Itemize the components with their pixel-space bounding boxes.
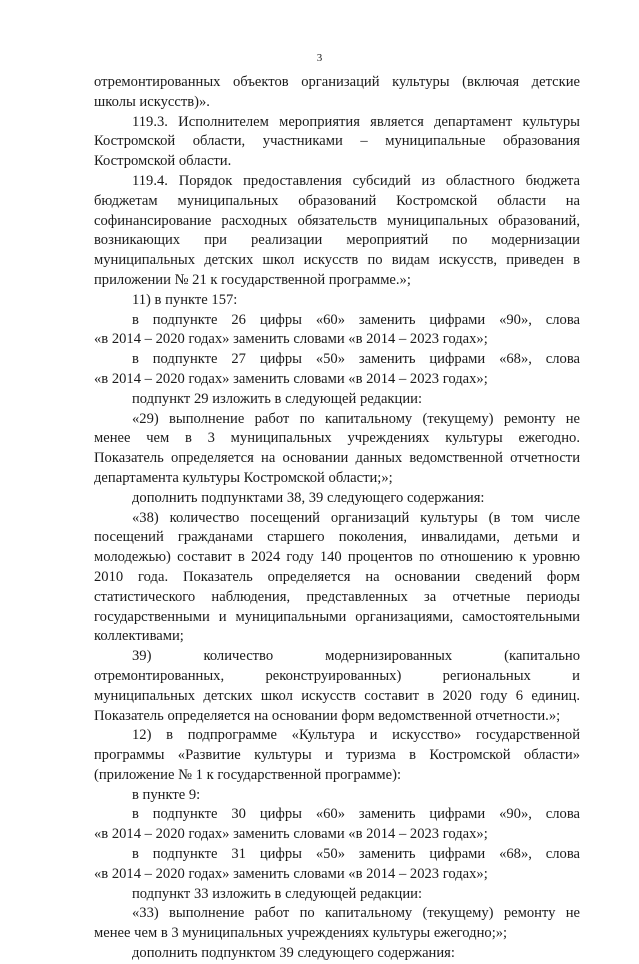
text-line: в подпункте 30 цифры «60» заменить цифрами «90», слова bbox=[132, 806, 580, 823]
text-line: статистического наблюдения, представленных за отчетные периоды bbox=[94, 588, 580, 605]
text-line: муниципальных детских школ искусств по видам искусств, приведен в bbox=[94, 252, 580, 269]
text-line: молодежью) составит в 2024 году 140 процентов по отношению к уровню bbox=[94, 549, 580, 566]
text-line: менее чем в 3 муниципальных учреждениях культуры ежегодно;»; bbox=[94, 925, 508, 942]
text-line: дополнить подпунктом 39 следующего содержания: bbox=[132, 945, 455, 962]
text-line: отремонтированных, реконструированных) региональных и bbox=[94, 667, 580, 684]
text-line: коллективами; bbox=[94, 628, 184, 645]
text-line: приложении № 21 к государственной программе.»; bbox=[94, 271, 411, 288]
text-line: школы искусств)». bbox=[94, 93, 210, 110]
text-line: «38) количество посещений организаций культуры (в том числе bbox=[132, 509, 580, 526]
text-line: «в 2014 – 2020 годах» заменить словами «в 2014 – 2023 годах»; bbox=[94, 370, 488, 387]
text-line: Показатель определяется на основании данных ведомственной отчетности bbox=[94, 450, 580, 467]
text-line: бюджетам муниципальных образований Костромской области на bbox=[94, 192, 580, 209]
text-line: (приложение № 1 к государственной программе): bbox=[94, 766, 402, 783]
text-line: «29) выполнение работ по капитальному (текущему) ремонту не bbox=[132, 410, 580, 427]
text-line: 119.3. Исполнителем мероприятия является департамент культуры bbox=[132, 113, 580, 130]
text-line: в пункте 9: bbox=[132, 786, 201, 803]
text-line: софинансирование расходных обязательств муниципальных образований, bbox=[94, 212, 580, 229]
text-line: 12) в подпрограмме «Культура и искусство» государственной bbox=[132, 727, 580, 744]
text-line: 119.4. Порядок предоставления субсидий из областного бюджета bbox=[132, 172, 580, 189]
text-line: «в 2014 – 2020 годах» заменить словами «в 2014 – 2023 годах»; bbox=[94, 826, 488, 843]
text-line: «в 2014 – 2020 годах» заменить словами «в 2014 – 2023 годах»; bbox=[94, 331, 488, 348]
text-line: возникающих при реализации мероприятий по модернизации bbox=[94, 232, 580, 249]
text-line: 2010 года. Показатель определяется на основании сведений форм bbox=[94, 568, 580, 585]
text-line: в подпункте 26 цифры «60» заменить цифрами «90», слова bbox=[132, 311, 580, 328]
document-body bbox=[94, 73, 580, 964]
text-line: «33) выполнение работ по капитальному (текущему) ремонту не bbox=[132, 905, 580, 922]
text-line: 39) количество модернизированных (капитально bbox=[132, 648, 580, 665]
text-line: «в 2014 – 2020 годах» заменить словами «в 2014 – 2023 годах»; bbox=[94, 865, 488, 882]
page-number: 3 bbox=[316, 52, 323, 64]
text-line: менее чем в 3 муниципальных учреждениях культуры ежегодно. bbox=[94, 430, 580, 447]
text-line: посещений гражданами старшего поколения, инвалидами, детьми и bbox=[94, 529, 580, 546]
text-line: в подпункте 31 цифры «50» заменить цифрами «68», слова bbox=[132, 846, 580, 863]
text-line: Показатель определяется на основании форм ведомственной отчетности.»; bbox=[94, 707, 561, 724]
text-line: отремонтированных объектов организаций культуры (включая детские bbox=[94, 74, 580, 90]
text-line: департамента культуры Костромской области;»; bbox=[94, 469, 393, 486]
text-line: 11) в пункте 157: bbox=[132, 291, 238, 308]
text-line: Костромской области, участниками – муниципальные образования bbox=[94, 133, 580, 150]
text-line: муниципальных детских школ искусств составит в 2020 году 6 единиц. bbox=[94, 687, 580, 704]
text-line: государственными и муниципальными организациями, самостоятельными bbox=[94, 608, 580, 625]
text-line: подпункт 33 изложить в следующей редакции: bbox=[132, 885, 423, 902]
text-line: в подпункте 27 цифры «50» заменить цифрами «68», слова bbox=[132, 351, 580, 368]
text-line: подпункт 29 изложить в следующей редакции: bbox=[132, 390, 423, 407]
text-line: дополнить подпунктами 38, 39 следующего содержания: bbox=[132, 489, 485, 506]
text-line: Костромской области. bbox=[94, 153, 232, 170]
text-line: программы «Развитие культуры и туризма в Костромской области» bbox=[94, 747, 580, 764]
